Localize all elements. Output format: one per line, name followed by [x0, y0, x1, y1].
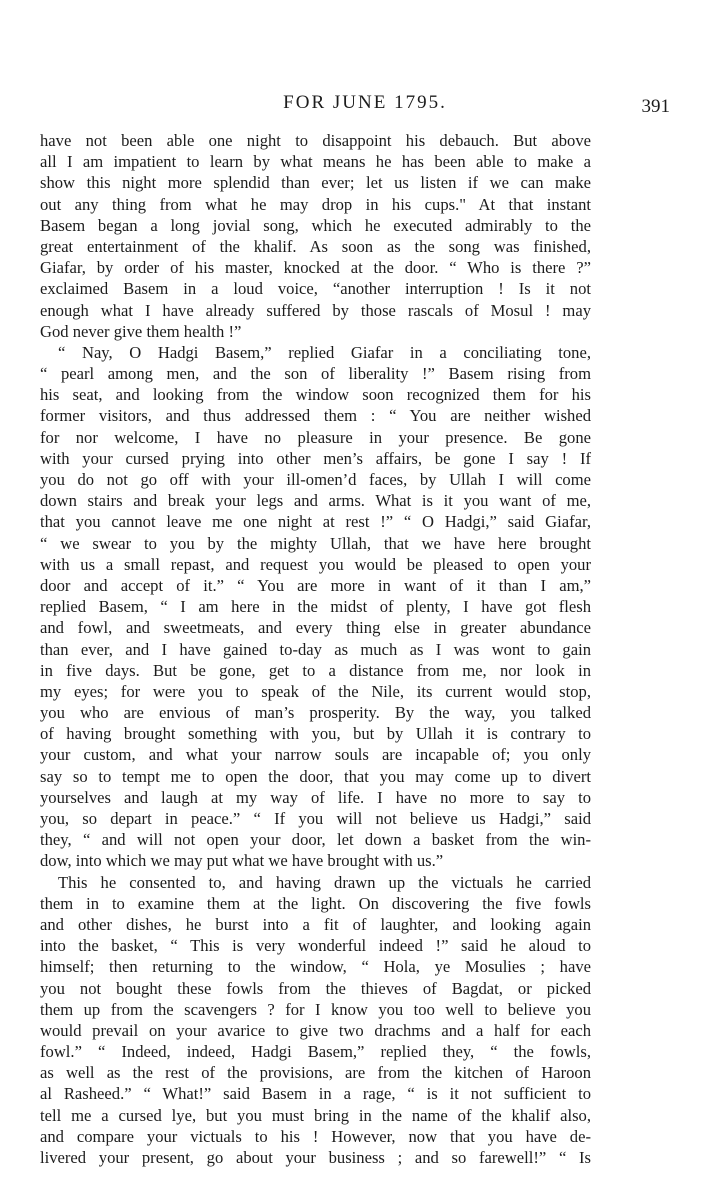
- text-line: show this night more splendid than ever; let us listen if we can make: [40, 173, 591, 193]
- text-line: with us a small repast, and request you would be pleased to open your: [40, 554, 591, 574]
- text-line: yourselves and laugh at my way of life. I have no more to say to: [40, 787, 591, 807]
- text-line: “ we swear to you by the mighty Ullah, that we have here brought: [40, 533, 591, 553]
- text-line: them in to examine them at the light. On discovering the five fowls: [40, 893, 591, 913]
- text-line: into the basket, “ This is very wonderful indeed !” said he aloud to: [40, 936, 591, 956]
- text-line: al Rasheed.” “ What!” said Basem in a rage, “ is it not sufficient to: [40, 1084, 591, 1104]
- text-line: my eyes; for were you to speak of the Nile, its current would stop,: [40, 681, 591, 701]
- text-line: as well as the rest of the provisions, are from the kitchen of Haroon: [40, 1063, 591, 1083]
- page-number: 391: [641, 96, 670, 117]
- text-line: say so to tempt me to open the door, that you may come up to divert: [40, 766, 591, 786]
- text-line: former visitors, and thus addressed them : “ You are neither wished: [40, 406, 591, 426]
- text-line: your custom, and what your narrow souls are incapable of; you only: [40, 745, 591, 765]
- text-line: have not been able one night to disappoint his debauch. But above: [40, 131, 591, 150]
- text-line: replied Basem, “ I am here in the midst of plenty, I have got flesh: [40, 597, 591, 617]
- text-line: and compare your victuals to his ! However, now that you have de-: [40, 1126, 591, 1146]
- text-line: would prevail on your avarice to give two drachms and a half for each: [40, 1020, 591, 1040]
- text-line: you do not go off with your ill-omen’d faces, by Ullah I will come: [40, 470, 591, 489]
- text-line: than ever, and I have gained to-day as much as I was wont to gain: [40, 639, 591, 659]
- text-line: all I am impatient to learn by what means he has been able to make a: [40, 152, 591, 172]
- text-line: in five days. But be gone, get to a distance from me, nor look in: [40, 660, 591, 680]
- text-line: them up from the scavengers ? for I know you too well to believe you: [40, 999, 591, 1019]
- text-line: God never give them health !”: [40, 321, 242, 341]
- text-line: himself; then returning to the window, “ Hola, ye Mosulies ; have: [40, 957, 591, 977]
- text-line: of having brought something with you, but by Ullah it is contrary to: [40, 724, 591, 744]
- text-line: out any thing from what he may drop in his cups." At that instant: [40, 194, 591, 214]
- text-line: “ pearl among men, and the son of liberality !” Basem rising from: [40, 364, 591, 384]
- text-line: Giafar, by order of his master, knocked at the door. “ Who is there ?”: [40, 258, 591, 278]
- text-line: and other dishes, he burst into a fit of laughter, and looking again: [40, 914, 591, 934]
- text-line: door and accept of it.” “ You are more in want of it than I am,”: [40, 575, 591, 595]
- running-title: FOR JUNE 1795.: [283, 92, 447, 113]
- text-line: enough what I have already suffered by those rascals of Mosul ! may: [40, 300, 591, 320]
- text-line: that you cannot leave me one night at rest !” “ O Hadgi,” said Giafar,: [40, 512, 591, 532]
- text-line: you who are envious of man’s prosperity. By the way, you talked: [40, 703, 591, 723]
- text-line: they, “ and will not open your door, let down a basket from the win-: [40, 830, 591, 850]
- text-line: Basem began a long jovial song, which he executed admirably to the: [40, 215, 591, 235]
- text-line: his seat, and looking from the window soon recognized them for his: [40, 385, 591, 405]
- text-line: tell me a cursed lye, but you must bring in the name of the khalif also,: [40, 1105, 591, 1125]
- text-line: This he consented to, and having drawn up the victuals he carried: [58, 872, 591, 892]
- text-line: fowl.” “ Indeed, indeed, Hadgi Basem,” replied they, “ the fowls,: [40, 1042, 591, 1062]
- text-line: exclaimed Basem in a loud voice, “another interruption ! Is it not: [40, 279, 591, 299]
- body-text: [40, 130, 591, 1168]
- text-line: you not bought these fowls from the thieves of Bagdat, or picked: [40, 978, 591, 998]
- text-line: and fowl, and sweetmeats, and every thing else in greater abundance: [40, 618, 591, 638]
- text-line: down stairs and break your legs and arms. What is it you want of me,: [40, 491, 591, 511]
- text-line: “ Nay, O Hadgi Basem,” replied Giafar in a conciliating tone,: [58, 342, 591, 362]
- text-line: livered your present, go about your business ; and so farewell!” “ Is: [40, 1148, 591, 1167]
- text-line: great entertainment of the khalif. As soon as the song was finished,: [40, 236, 591, 256]
- text-line: dow, into which we may put what we have brought with us.”: [40, 851, 444, 871]
- text-line: you, so depart in peace.” “ If you will not believe us Hadgi,” said: [40, 809, 591, 828]
- text-line: for nor welcome, I have no pleasure in your presence. Be gone: [40, 427, 591, 447]
- running-head: [40, 92, 670, 122]
- text-line: with your cursed prying into other men’s affairs, be gone I say ! If: [40, 448, 591, 468]
